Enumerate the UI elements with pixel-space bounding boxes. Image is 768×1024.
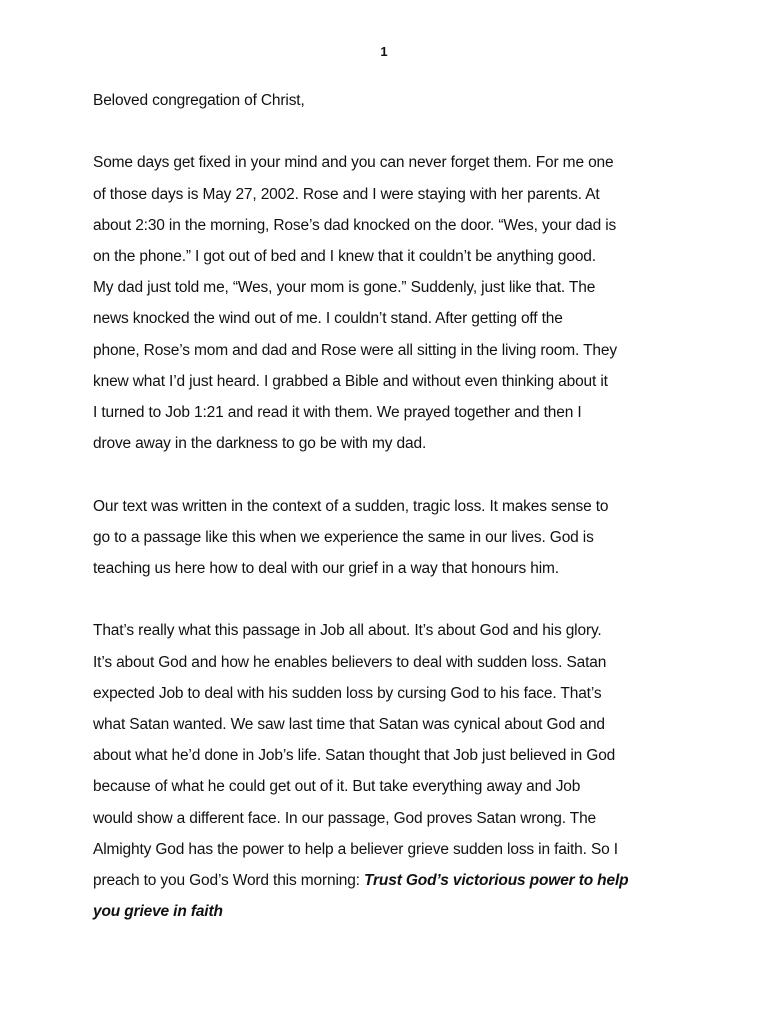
paragraph-text-context: Our text was written in the context of a sudden, tragic loss. It makes sense to go to a passage like this when we experience the same in our lives. God is teaching us here how to deal with our grief in a way that honours him.: [93, 497, 609, 578]
salutation: Beloved congregation of Christ,: [93, 92, 305, 109]
sermon-body: [93, 82, 693, 959]
paragraph-passage-text: That’s really what this passage in Job all about. It’s about God and his glory. It’s about God and how he enables believers to deal with sudden loss. Satan expected Job to deal with his sudden loss by cursing God to his face. That’s what Satan wanted. We saw last time that Satan was cynical about God and about what he’d done in Job’s life. Satan thought that Job just believed in God because of what he could get out of it. But take everything away and Job would show a different face. In our passage, God proves Satan wrong. The Almighty God has the power to help a believer grieve sudden loss in faith. So I preach to you God’s Word this morning:: [93, 622, 618, 890]
sermon-theme: Trust God’s victorious power to help you grieve in faith: [93, 872, 629, 921]
paragraph-sudden-loss-story: Some days get fixed in your mind and you can never forget them. For me one of those days is May 27, 2002. Rose and I were staying with her parents. At about 2:30 in the morning, Rose’s dad knocked on the door. “Wes, your dad is on the phone.” I got out of bed and I knew that it couldn’t be anything good. My dad just told me, “Wes, your mom is gone.” Suddenly, just like that. The news knocked the wind out of me. I couldn’t stand. After getting off the phone, Rose’s mom and dad and Rose were all sitting in the living room. They knew what I’d just heard. I grabbed a Bible and without even thinking about it I turned to Job 1:21 and read it with them. We prayed together and then I drove away in the darkness to go be with my dad.: [93, 154, 617, 453]
page-number: 1: [380, 44, 388, 59]
paragraph-passage-summary: [93, 615, 693, 927]
